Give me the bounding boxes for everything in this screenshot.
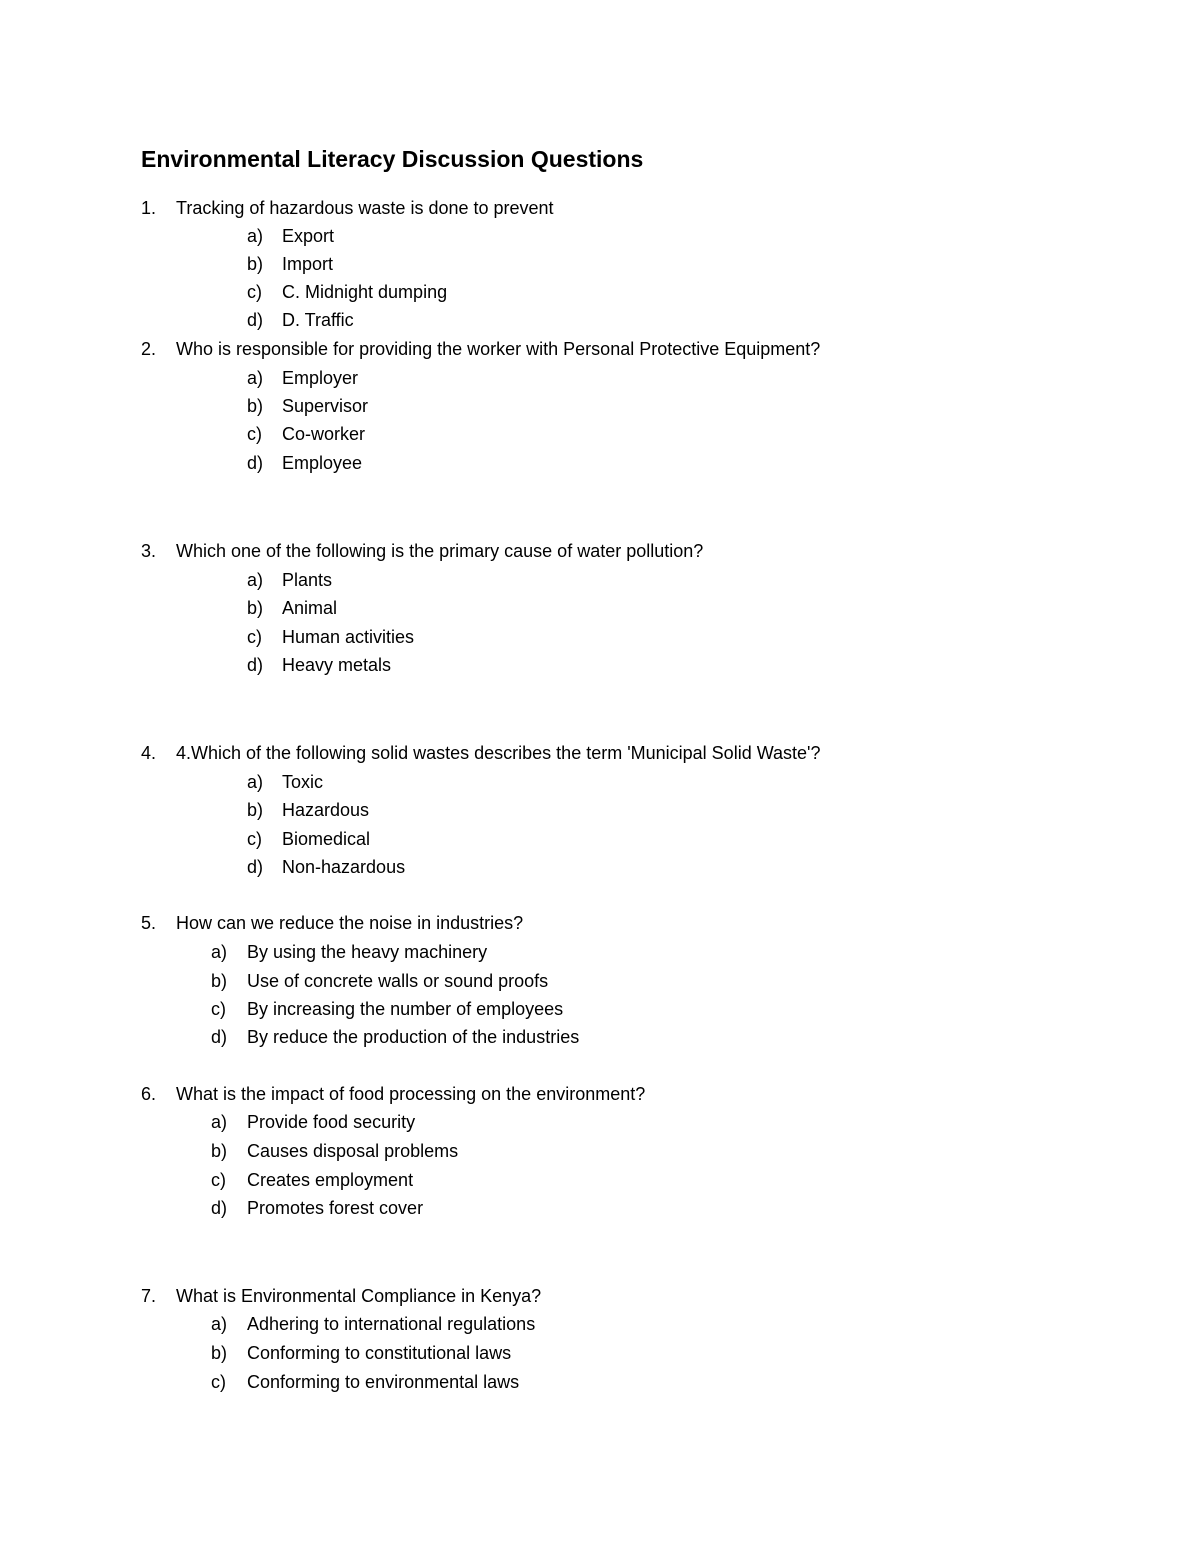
option-letter: d) — [247, 655, 264, 675]
option-text: Hazardous — [282, 800, 370, 820]
option-text: Co-worker — [282, 424, 366, 444]
option-letter: a) — [211, 1314, 228, 1334]
option-letter: b) — [211, 971, 228, 991]
option-letter: c) — [247, 627, 262, 647]
question-text: Who is responsible for providing the worker with Personal Protective Equipment? — [176, 339, 821, 359]
option-letter: c) — [247, 829, 262, 849]
option-text: Promotes forest cover — [247, 1198, 424, 1218]
question-text: What is the impact of food processing on the environment? — [176, 1084, 646, 1104]
option-letter: a) — [211, 942, 228, 962]
option-letter: b) — [247, 254, 264, 274]
option-letter: a) — [247, 226, 264, 246]
option-letter: d) — [211, 1027, 228, 1047]
option-letter: d) — [247, 857, 264, 877]
question-text: Which one of the following is the primary cause of water pollution? — [176, 541, 704, 561]
option-letter: c) — [211, 1170, 226, 1190]
option-text: Adhering to international regulations — [247, 1314, 536, 1334]
question-number: 2. — [141, 339, 157, 359]
option-letter: b) — [247, 598, 264, 618]
question-text: Tracking of hazardous waste is done to prevent — [176, 198, 554, 218]
question-text: What is Environmental Compliance in Kenya? — [176, 1286, 542, 1306]
question-number: 6. — [141, 1084, 157, 1104]
option-letter: a) — [247, 368, 264, 388]
option-letter: d) — [247, 453, 264, 473]
option-letter: a) — [247, 570, 264, 590]
option-letter: a) — [247, 772, 264, 792]
option-text: Biomedical — [282, 829, 371, 849]
option-letter: b) — [211, 1343, 228, 1363]
option-text: D. Traffic — [282, 310, 354, 330]
option-letter: b) — [247, 800, 264, 820]
question-number: 4. — [141, 743, 157, 763]
option-text: Provide food security — [247, 1112, 416, 1132]
option-text: Import — [282, 254, 334, 274]
option-text: Plants — [282, 570, 333, 590]
option-letter: d) — [211, 1198, 228, 1218]
option-letter: c) — [247, 282, 262, 302]
question-number: 1. — [141, 198, 157, 218]
option-text: Export — [282, 226, 335, 246]
option-text: Creates employment — [247, 1170, 414, 1190]
question-number: 7. — [141, 1286, 157, 1306]
option-text: Human activities — [282, 627, 415, 647]
option-text: Toxic — [282, 772, 324, 792]
option-text: By reduce the production of the industries — [247, 1027, 580, 1047]
option-text: Non-hazardous — [282, 857, 406, 877]
option-letter: a) — [211, 1112, 228, 1132]
question-number: 5. — [141, 913, 157, 933]
option-letter: c) — [211, 1372, 226, 1392]
option-text: Employer — [282, 368, 359, 388]
option-text: By using the heavy machinery — [247, 942, 488, 962]
option-letter: c) — [247, 424, 262, 444]
page-title: Environmental Literacy Discussion Questions — [141, 146, 644, 172]
option-letter: c) — [211, 999, 226, 1019]
option-letter: b) — [211, 1141, 228, 1161]
option-text: Supervisor — [282, 396, 369, 416]
question-text: 4.Which of the following solid wastes describes the term 'Municipal Solid Waste'? — [176, 743, 821, 763]
option-text: Employee — [282, 453, 363, 473]
option-text: Causes disposal problems — [247, 1141, 459, 1161]
option-text: Use of concrete walls or sound proofs — [247, 971, 549, 991]
option-letter: b) — [247, 396, 264, 416]
option-text: Conforming to constitutional laws — [247, 1343, 512, 1363]
option-text: Heavy metals — [282, 655, 392, 675]
option-letter: d) — [247, 310, 264, 330]
question-text: How can we reduce the noise in industries? — [176, 913, 524, 933]
option-text: By increasing the number of employees — [247, 999, 564, 1019]
option-text: Conforming to environmental laws — [247, 1372, 520, 1392]
option-text: Animal — [282, 598, 338, 618]
question-number: 3. — [141, 541, 157, 561]
option-text: C. Midnight dumping — [282, 282, 448, 302]
